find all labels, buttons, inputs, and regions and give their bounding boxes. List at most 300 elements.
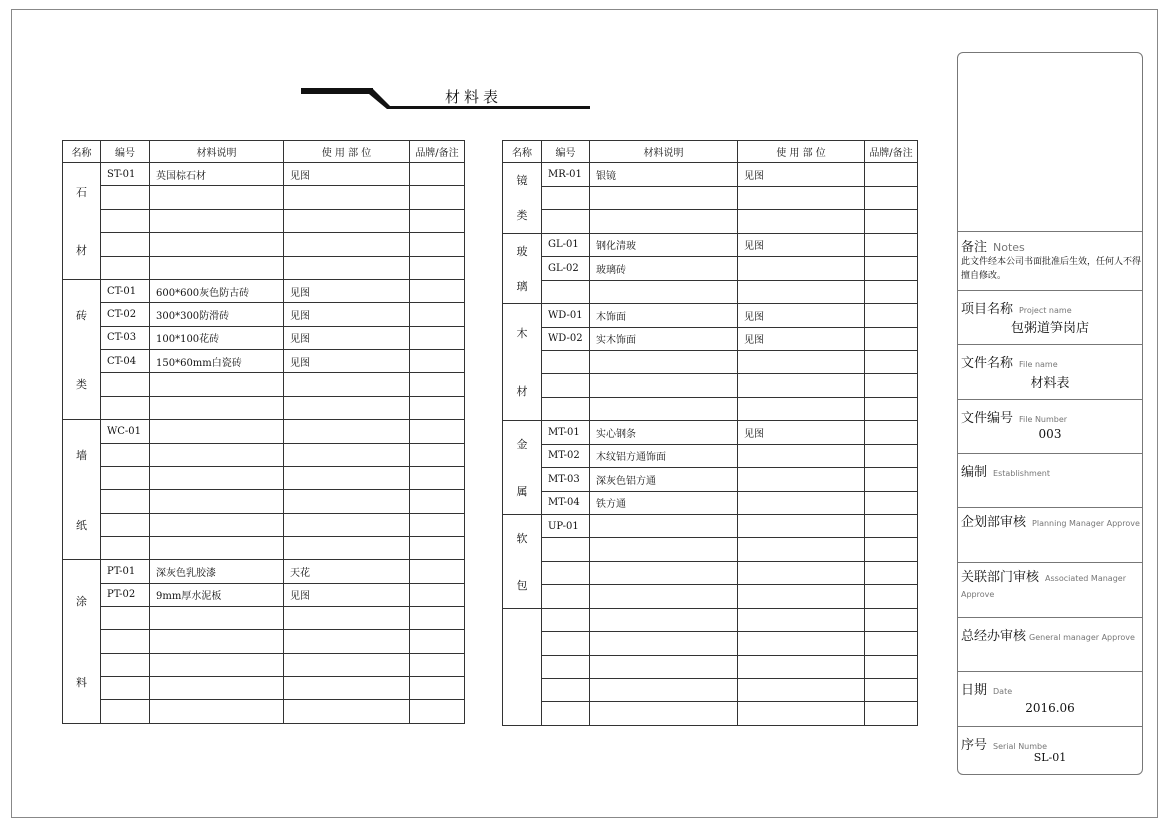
table-row [63,303,465,326]
cell-code [101,443,150,466]
cell-desc [590,702,738,725]
cell-desc [150,396,284,419]
serial-en-label: Serial Numbe [993,742,1048,751]
cell-use [738,632,865,655]
cell-brand [410,163,465,186]
cell-brand [410,607,465,630]
cell-code: PT-01 [101,560,150,583]
header-brand: 品牌/备注 [865,141,918,163]
cell-use [738,257,865,281]
category-char: 软 [516,532,528,546]
cell-brand [410,420,465,443]
cell-use: 见图 [738,304,865,327]
cell-use [738,608,865,631]
header-desc: 材料说明 [590,141,738,163]
cell-code [101,630,150,653]
file-name-section [958,344,1142,399]
materials-table-left [62,140,465,724]
cell-brand [865,538,918,561]
establishment-section [958,453,1142,508]
table-row [63,396,465,419]
cell-code: CT-02 [101,303,150,326]
cell-use [284,186,410,209]
cell-brand [865,233,918,257]
date-value: 2016.06 [1025,701,1075,715]
cell-code [542,397,590,420]
project-value: 包粥道笋岗店 [1010,321,1089,336]
table-header-row [503,141,918,163]
date-label: 日期 [961,683,988,698]
table-row [63,607,465,630]
cell-code [542,350,590,373]
sheet-title [300,80,592,114]
cell-brand [865,444,918,467]
cell-use [738,655,865,678]
table-row [63,163,465,186]
table-row [503,608,918,631]
table-row [503,163,918,187]
cell-use [284,443,410,466]
table-row [503,491,918,514]
cell-use: 见图 [738,327,865,350]
cell-desc [150,513,284,536]
title-text: 材料表 [445,88,503,106]
cell-brand [410,326,465,349]
associated-approve-section [958,562,1142,617]
cell-use: 见图 [738,421,865,444]
cell-use [738,280,865,304]
cell-use: 见图 [284,280,410,303]
cell-code [101,186,150,209]
cell-desc [590,374,738,397]
cell-code: GL-01 [542,233,590,257]
cell-use [284,607,410,630]
cell-brand [865,397,918,420]
table-row [63,466,465,489]
cell-brand [410,677,465,700]
category-char: 纸 [76,518,87,532]
cell-desc: 实木饰面 [590,327,738,350]
cell-desc [150,653,284,676]
cell-brand [410,466,465,489]
cell-code [542,538,590,561]
cell-desc [590,186,738,210]
cell-brand [865,514,918,537]
cell-desc: 100*100花砖 [150,326,284,349]
cell-desc [150,466,284,489]
cell-brand [865,163,918,187]
cell-brand [410,233,465,256]
category-char: 涂 [76,594,87,608]
cell-desc: 600*600灰色防古砖 [150,280,284,303]
category-cell [63,280,101,420]
category-char: 石 [76,186,87,199]
file-number-value: 003 [1038,427,1062,441]
cell-use [284,209,410,232]
cell-desc [150,630,284,653]
cell-use: 见图 [284,163,410,186]
table-row [503,304,918,327]
cell-code: MR-01 [542,163,590,187]
table-row [503,421,918,444]
category-cell [503,514,542,608]
category-char: 金 [516,438,528,452]
cell-code: CT-01 [101,280,150,303]
table-row [503,210,918,234]
cell-code: MT-04 [542,491,590,514]
cell-use: 见图 [284,303,410,326]
table-row [503,678,918,701]
cell-code: UP-01 [542,514,590,537]
cell-brand [410,583,465,606]
table-row [63,560,465,583]
cell-desc: 钢化清玻 [590,233,738,257]
cell-brand [865,280,918,304]
cell-brand [865,374,918,397]
category-char: 类 [516,209,528,223]
cell-code [542,702,590,725]
cell-code [542,280,590,304]
category-cell [63,420,101,560]
cell-desc [590,514,738,537]
table-row [63,490,465,513]
category-cell [503,421,542,515]
project-label: 项目名称 [961,302,1014,317]
cell-brand [410,560,465,583]
cell-use [284,233,410,256]
cell-desc: 银镜 [590,163,738,187]
cell-use [284,466,410,489]
cell-use [738,678,865,701]
cell-brand [865,304,918,327]
cell-brand [410,303,465,326]
table-row [503,374,918,397]
table-row [63,536,465,559]
category-char: 材 [516,385,528,399]
cell-desc [150,607,284,630]
cell-use [738,350,865,373]
cell-brand [410,536,465,559]
cell-desc [590,538,738,561]
category-cell [503,233,542,304]
cell-brand [410,443,465,466]
cell-use [284,653,410,676]
cell-brand [865,561,918,584]
cell-use: 天花 [284,560,410,583]
cell-brand [410,256,465,279]
file-number-section [958,399,1142,454]
cell-code: MT-02 [542,444,590,467]
table-row [503,514,918,537]
table-row [63,209,465,232]
notes-en-label: Notes [993,241,1025,254]
cell-brand [410,653,465,676]
file-name-value: 材料表 [1030,376,1070,391]
cell-desc [590,210,738,234]
cell-use [738,585,865,608]
header-code: 编号 [101,141,150,163]
category-cell [503,163,542,234]
cell-desc: 木饰面 [590,304,738,327]
cell-desc [590,280,738,304]
cell-desc: 铁方通 [590,491,738,514]
cell-use: 见图 [284,326,410,349]
category-char: 镜 [516,174,528,188]
table-row [63,700,465,723]
cell-desc [590,585,738,608]
cell-brand [865,210,918,234]
cell-brand [865,421,918,444]
category-char: 木 [516,327,528,341]
category-cell [503,608,542,725]
table-row [503,585,918,608]
cell-code [101,209,150,232]
table-row [63,630,465,653]
category-char: 砖 [76,308,87,322]
category-char: 料 [76,676,87,690]
cell-code: WC-01 [101,420,150,443]
cell-code [101,677,150,700]
cell-brand [410,186,465,209]
category-char: 璃 [516,279,528,293]
cell-desc [150,490,284,513]
file-name-label: 文件名称 [961,356,1014,371]
header-use: 使 用 部 位 [284,141,410,163]
cell-desc [150,443,284,466]
cell-code [101,233,150,256]
cell-desc: 300*300防滑砖 [150,303,284,326]
cell-desc: 9mm厚水泥板 [150,583,284,606]
cell-use [284,630,410,653]
cell-brand [865,632,918,655]
cell-use [738,538,865,561]
cell-use [284,373,410,396]
header-name: 名称 [503,141,542,163]
cell-desc [150,209,284,232]
cell-brand [865,186,918,210]
cell-code: MT-03 [542,468,590,491]
table-row [503,632,918,655]
header-code: 编号 [542,141,590,163]
cell-desc [590,397,738,420]
cell-brand [865,678,918,701]
cell-desc: 实心钢条 [590,421,738,444]
cell-desc: 150*60mm白瓷砖 [150,350,284,373]
cell-code [101,607,150,630]
cell-code [542,632,590,655]
table-row [63,233,465,256]
establishment-en-label: Establishment [993,469,1050,478]
cell-desc: 深灰色铝方通 [590,468,738,491]
associated-label: 关联部门审核 [961,570,1040,585]
cell-desc: 木纹铝方通饰面 [590,444,738,467]
serial-section [958,726,1142,775]
table-row [503,702,918,725]
table-row [63,583,465,606]
cell-brand [410,280,465,303]
cell-desc: 玻璃砖 [590,257,738,281]
header-name: 名称 [63,141,101,163]
cell-desc [590,678,738,701]
cell-desc [150,677,284,700]
cell-use [738,514,865,537]
cell-code: PT-02 [101,583,150,606]
cell-use [284,677,410,700]
cell-code [542,678,590,701]
cell-code [101,490,150,513]
cell-brand [410,490,465,513]
cell-use [284,420,410,443]
cell-brand [410,373,465,396]
cell-use: 见图 [738,163,865,187]
category-cell [63,560,101,723]
table-row [503,561,918,584]
cell-desc [590,350,738,373]
cell-code: ST-01 [101,163,150,186]
cell-desc [590,632,738,655]
cell-use [738,210,865,234]
file-number-en-label: File Number [1019,415,1068,424]
cell-desc [590,655,738,678]
table-row [503,186,918,210]
cell-code [542,585,590,608]
cell-brand [865,655,918,678]
cell-code [542,561,590,584]
cell-use [284,700,410,723]
category-char: 墙 [76,448,87,462]
cell-code [101,373,150,396]
cell-brand [865,491,918,514]
cell-use: 见图 [284,583,410,606]
table-row [503,350,918,373]
cell-brand [410,700,465,723]
table-row [503,655,918,678]
cell-code: GL-02 [542,257,590,281]
cell-code: MT-01 [542,421,590,444]
cell-desc [150,186,284,209]
cell-use [284,256,410,279]
cell-code [101,466,150,489]
cell-code [542,655,590,678]
cell-use [738,468,865,491]
cell-brand [410,396,465,419]
table-row [503,280,918,304]
header-brand: 品牌/备注 [410,141,465,163]
cell-use [284,396,410,419]
cell-code [101,653,150,676]
cell-brand [865,468,918,491]
planning-en-label: Planning Manager Approve [1032,519,1140,528]
table-row [63,653,465,676]
gm-approve-section [958,617,1142,672]
gm-label: 总经办审核 [961,629,1027,644]
file-name-en-label: File name [1019,360,1058,369]
project-section [958,290,1142,345]
table-row [63,280,465,303]
cell-use [738,561,865,584]
serial-value: SL-01 [1033,751,1067,764]
cell-brand [865,350,918,373]
notes-section [958,231,1142,291]
cell-desc: 英国棕石材 [150,163,284,186]
cell-brand [865,327,918,350]
category-char: 属 [516,484,528,498]
cell-use [738,374,865,397]
category-cell [63,163,101,280]
table-row [63,373,465,396]
table-row [503,327,918,350]
cell-code: CT-03 [101,326,150,349]
planning-approve-section [958,507,1142,562]
file-number-label: 文件编号 [961,411,1014,426]
table-row [503,233,918,257]
cell-use [738,491,865,514]
serial-label: 序号 [961,738,988,753]
cell-code [101,396,150,419]
table-row [63,513,465,536]
table-row [503,538,918,561]
cell-desc [590,608,738,631]
cell-code [101,256,150,279]
planning-label: 企划部审核 [961,515,1027,530]
cell-use [284,513,410,536]
table-row [63,350,465,373]
table-header-row [63,141,465,163]
cell-desc [150,233,284,256]
table-row [503,444,918,467]
cell-code: WD-01 [542,304,590,327]
cell-desc [150,256,284,279]
associated-en-label: Associated Manager Approve [961,574,1126,599]
cell-brand [865,257,918,281]
cell-code [101,700,150,723]
cell-use [284,490,410,513]
table-row [63,256,465,279]
cell-brand [410,630,465,653]
cell-brand [865,702,918,725]
notes-text: 此文件经本公司书面批准后生效，任何人不得擅自修改。 [961,257,1142,281]
cell-use [284,536,410,559]
cell-brand [410,209,465,232]
header-desc: 材料说明 [150,141,284,163]
cell-desc [150,700,284,723]
cell-code [542,374,590,397]
category-char: 类 [76,378,87,392]
cell-code [542,186,590,210]
category-char: 玻 [516,244,528,258]
title-block [957,52,1143,775]
table-row [63,677,465,700]
cell-code [101,536,150,559]
cell-brand [865,608,918,631]
cell-code: WD-02 [542,327,590,350]
date-en-label: Date [993,687,1013,696]
cell-use [738,702,865,725]
cell-brand [865,585,918,608]
category-char: 材 [76,244,87,257]
cell-use [738,444,865,467]
cell-brand [410,350,465,373]
cell-desc [150,536,284,559]
table-row [503,468,918,491]
date-section [958,671,1142,726]
table-row [503,257,918,281]
cell-code [101,513,150,536]
cell-code [542,210,590,234]
table-row [63,443,465,466]
establishment-label: 编制 [961,465,988,480]
notes-label: 备注 [961,240,988,255]
